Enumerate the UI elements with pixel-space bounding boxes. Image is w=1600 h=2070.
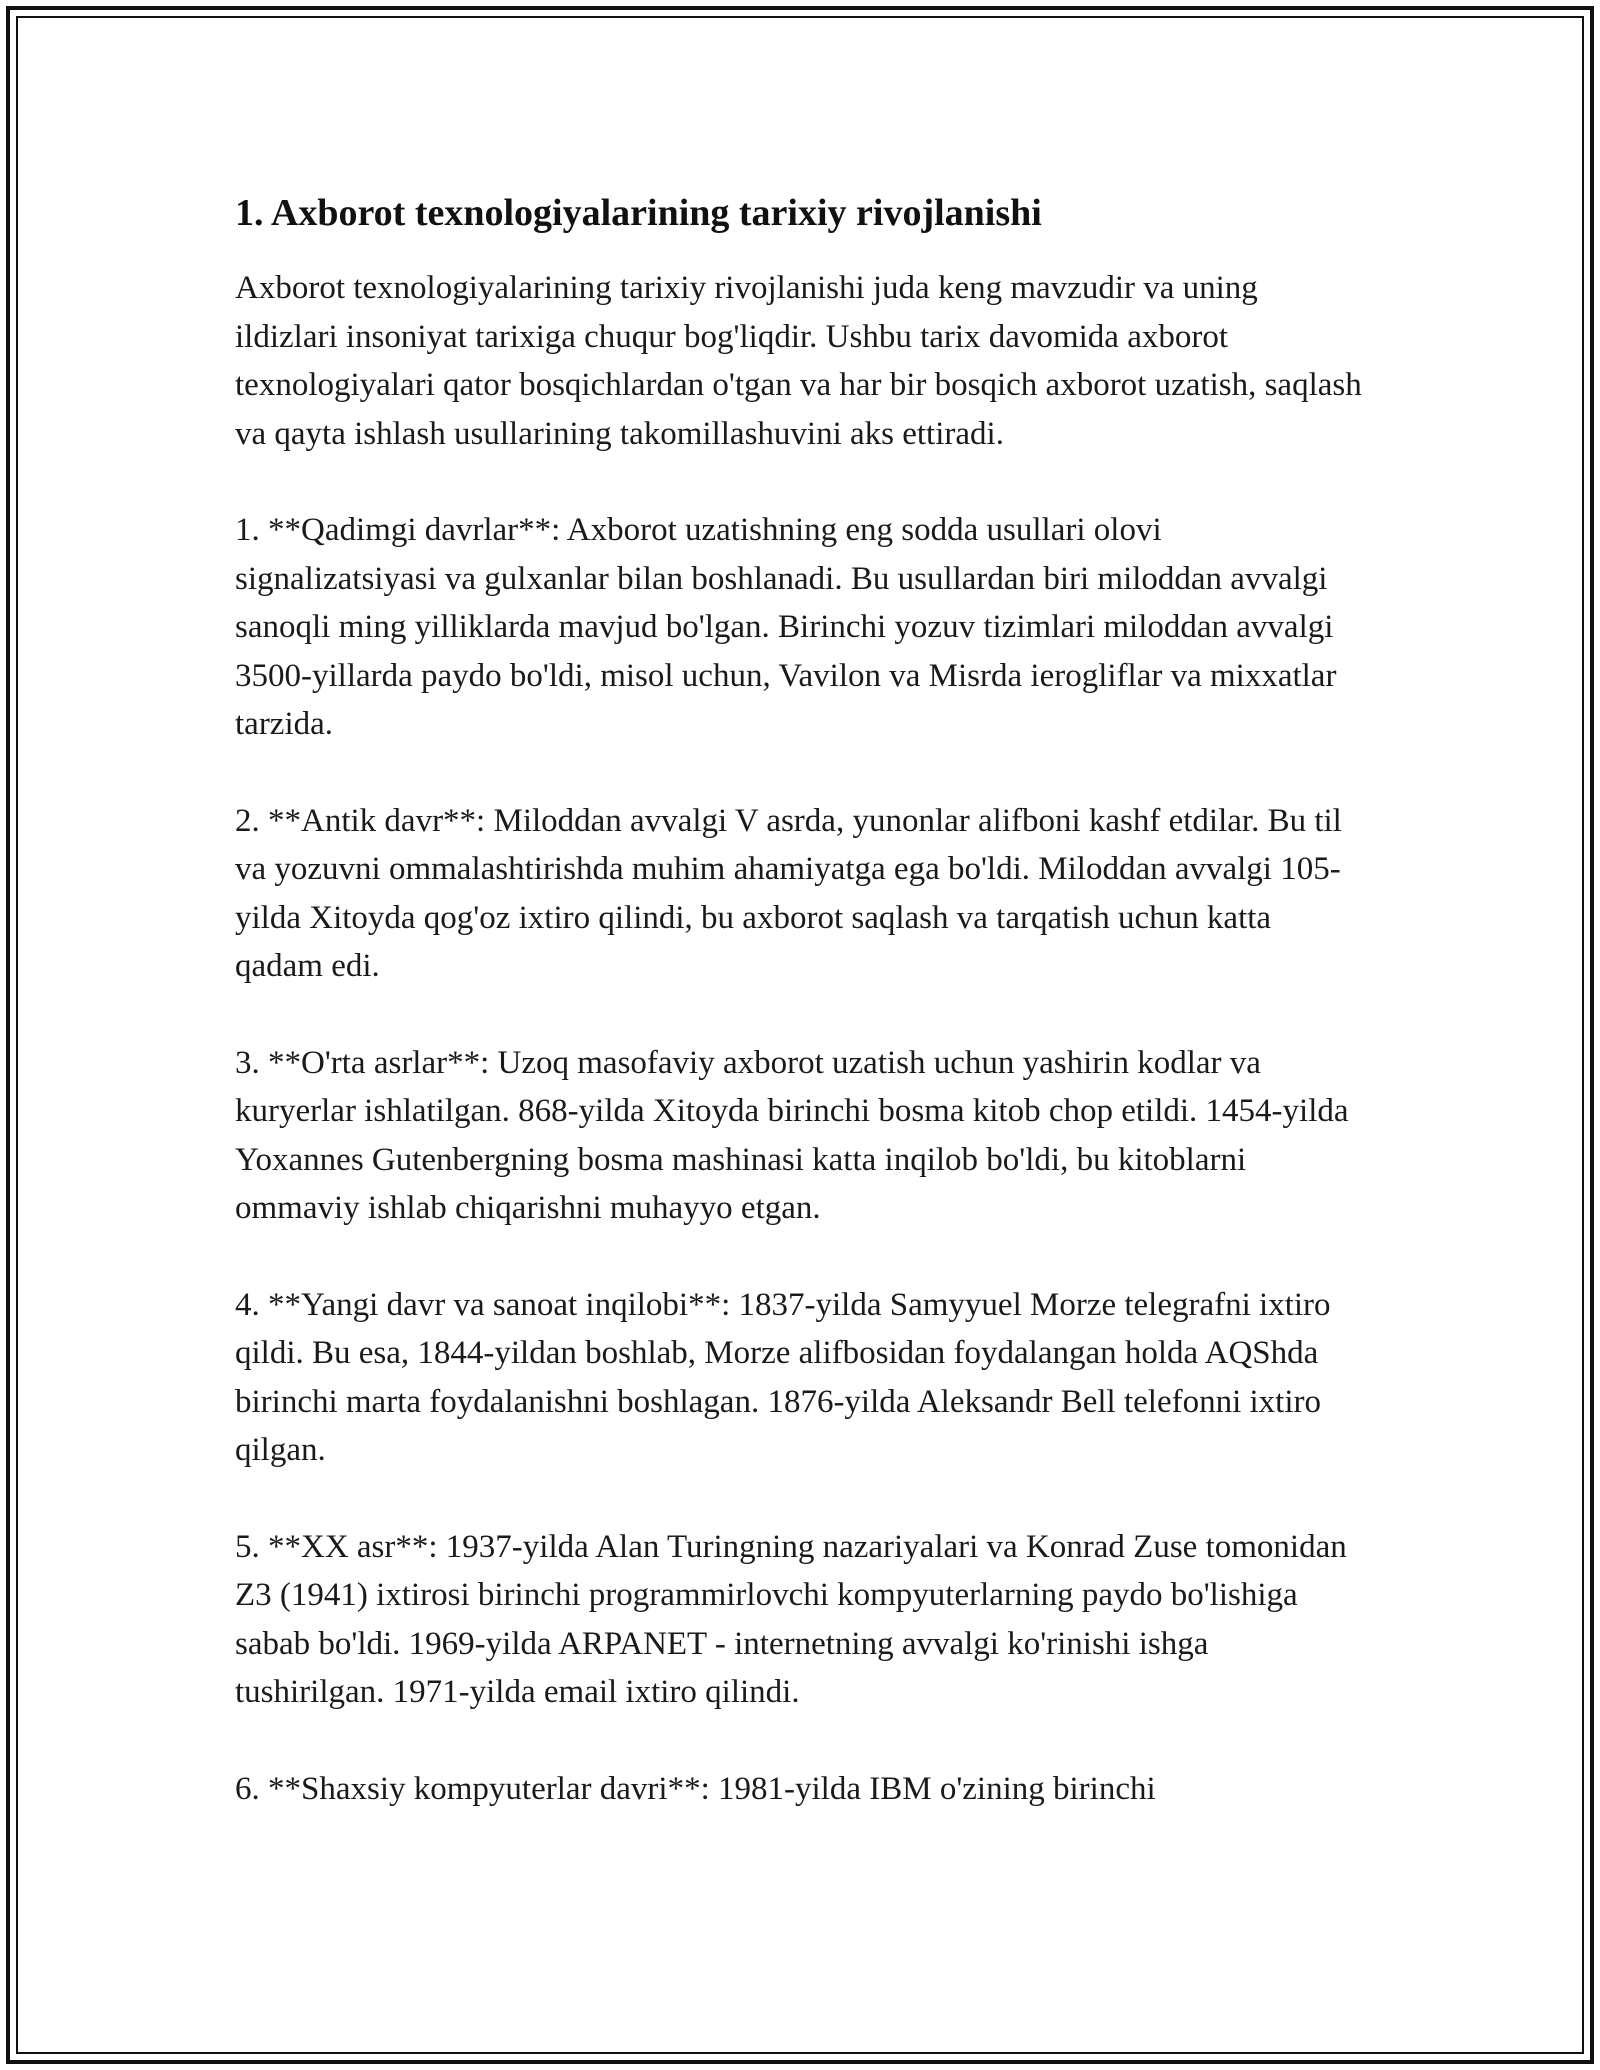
paragraph-industrial-era: 4. **Yangi davr va sanoat inqilobi**: 1837-yilda Samyyuel Morze telegrafni ixtiro qildi. Bu esa, 1844-yildan boshlab, Morze alifbosidan foydalangan holda AQShda birinchi marta foydalanishni boshlagan. 1876-yilda Aleksandr Bell telefonni ixtiro qilgan. xyxy=(235,1286,1331,1468)
paragraph-middle-ages: 3. **O'rta asrlar**: Uzoq masofaviy axborot uzatish uchun yashirin kodlar va kuryerlar ishlatilgan. 868-yilda Xitoyda birinchi bosma kitob chop etildi. 1454-yilda Yoxannes Gutenbergning bosma mashinasi katta inqilob bo'ldi, bu kitoblarni ommaviy ishlab chiqarishni muhayyo etgan. xyxy=(235,1044,1349,1226)
paragraph-antiquity: 2. **Antik davr**: Miloddan avvalgi V asrda, yunonlar alifboni kashf etdilar. Bu til va yozuvni ommalashtirishda muhim ahamiyatga ega bo'ldi. Miloddan avvalgi 105-yilda Xitoyda qog'oz ixtiro qilindi, bu axborot saqlash va tarqatish uchun katta qadam edi. xyxy=(235,802,1342,984)
paragraph-20th-century: 5. **XX asr**: 1937-yilda Alan Turingning nazariyalari va Konrad Zuse tomonidan Z3 (1941) ixtirosi birinchi programmirlovchi kompyuterlarning paydo bo'lishiga sabab bo'ldi. 1969-yilda ARPANET - internetning avvalgi ko'rinishi ishga tushirilgan. 1971-yilda email ixtiro qilindi. xyxy=(235,1528,1347,1710)
paragraph-ancient-era: 1. **Qadimgi davrlar**: Axborot uzatishning eng sodda usullari olovi signalizatsiyasi va gulxanlar bilan boshlanadi. Bu usullardan biri miloddan avvalgi sanoqli ming yilliklarda mavjud bo'lgan. Birinchi yozuv tizimlari miloddan avvalgi 3500-yillarda paydo bo'ldi, misol uchun, Vavilon va Misrda ierogliflar va mixxatlar tarzida. xyxy=(235,512,1337,742)
section-heading: 1. Axborot texnologiyalarining tarixiy rivojlanishi xyxy=(235,192,1042,234)
paragraph-personal-computers: 6. **Shaxsiy kompyuterlar davri**: 1981-yilda IBM o'zining birinchi xyxy=(235,1770,1156,1807)
document-body xyxy=(235,184,1365,1861)
intro-paragraph: Axborot texnologiyalarining tarixiy rivojlanishi juda keng mavzudir va uning ildizlari insoniyat tarixiga chuqur bog'liqdir. Ushbu tarix davomida axborot texnologiyalari qator bosqichlardan o'tgan va har bir bosqich axborot uzatish, saqlash va qayta ishlash usullarining takomillashuvini aks ettiradi. xyxy=(235,270,1362,452)
